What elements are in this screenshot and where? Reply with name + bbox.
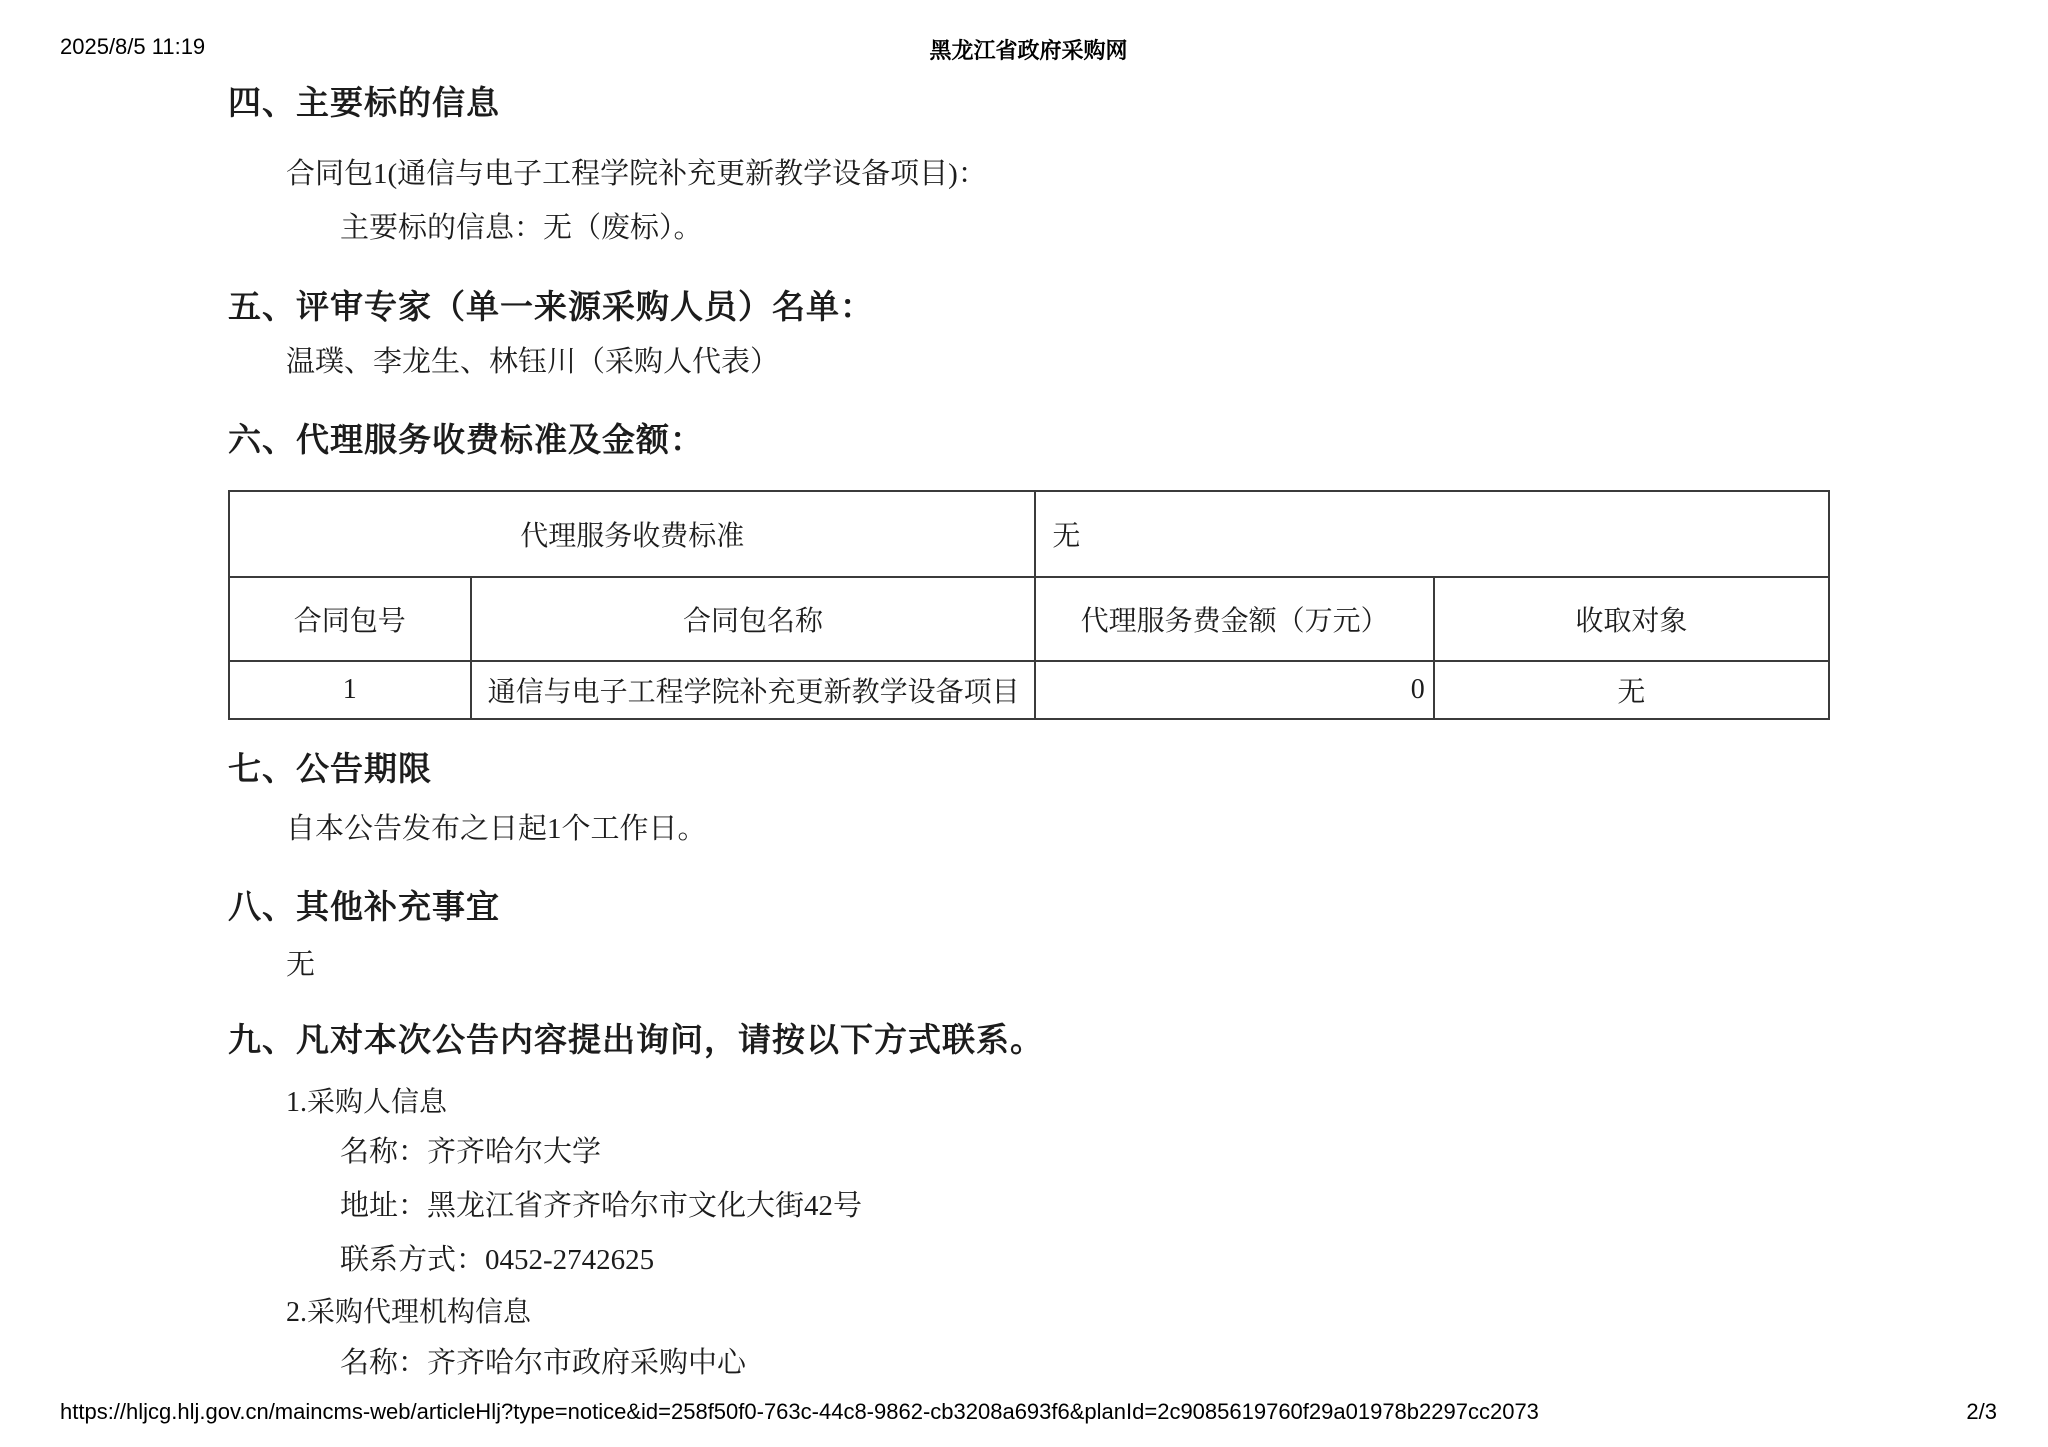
purchaser-address-line: 地址：黑龙江省齐齐哈尔市文化大街42号: [340, 1190, 863, 1223]
fee-standard-row: [229, 491, 1829, 577]
fee-standard-label-cell: 代理服务收费标准: [229, 491, 1035, 577]
section-six-heading: 六、代理服务收费标准及金额：: [228, 422, 704, 459]
site-title: 黑龙江省政府采购网: [929, 38, 1128, 63]
document-content: [228, 80, 1830, 1382]
cell-package-no: 1: [229, 661, 471, 719]
print-footer: [60, 1399, 1997, 1425]
other-matters-line: 无: [286, 949, 316, 981]
experts-line: 温璞、李龙生、林钰川（采购人代表）: [286, 345, 780, 378]
section-nine-heading: 九、凡对本次公告内容提出询问，请按以下方式联系。: [228, 1022, 1044, 1059]
table-row: [229, 661, 1829, 719]
cell-fee-amount: 0: [1035, 661, 1433, 719]
cell-package-name: 通信与电子工程学院补充更新教学设备项目: [471, 661, 1036, 719]
col-header-charge-target: 收取对象: [1434, 577, 1829, 661]
agency-info-title: 2.采购代理机构信息: [286, 1297, 532, 1329]
footer-page-indicator: 2/3: [1966, 1399, 1997, 1424]
cell-charge-target: 无: [1434, 661, 1829, 719]
main-target-info-line: 主要标的信息：无（废标）。: [340, 211, 703, 244]
fee-standard-value-cell: 无: [1035, 491, 1829, 577]
purchaser-info-title: 1.采购人信息: [286, 1086, 448, 1118]
agency-name-line: 名称：齐齐哈尔市政府采购中心: [340, 1346, 747, 1379]
purchaser-contact-line: 联系方式：0452-2742625: [340, 1243, 655, 1276]
print-timestamp: 2025/8/5 11:19: [60, 34, 206, 59]
footer-url: https://hljcg.hlj.gov.cn/maincms-web/articleHlj?type=notice&id=258f50f0-763c-44c8-9862-cb3208a693f6&planId=2c9085619760f29a01978b2297cc2073: [60, 1399, 1539, 1424]
col-header-package-no: 合同包号: [229, 577, 471, 661]
section-five-heading: 五、评审专家（单一来源采购人员）名单：: [228, 289, 874, 326]
section-four-heading: 四、主要标的信息: [228, 86, 500, 122]
col-header-fee-amount: 代理服务费金额（万元）: [1035, 577, 1433, 661]
table-header-row: [229, 577, 1829, 661]
section-seven-heading: 七、公告期限: [228, 751, 432, 788]
col-header-package-name: 合同包名称: [471, 577, 1036, 661]
fee-table: [228, 490, 1830, 720]
purchaser-name-line: 名称：齐齐哈尔大学: [340, 1136, 602, 1169]
notice-period-line: 自本公告发布之日起1个工作日。: [286, 813, 707, 846]
print-header: [60, 34, 1997, 62]
package-line: 合同包1(通信与电子工程学院补充更新教学设备项目)：: [286, 158, 987, 191]
section-eight-heading: 八、其他补充事宜: [228, 889, 500, 926]
